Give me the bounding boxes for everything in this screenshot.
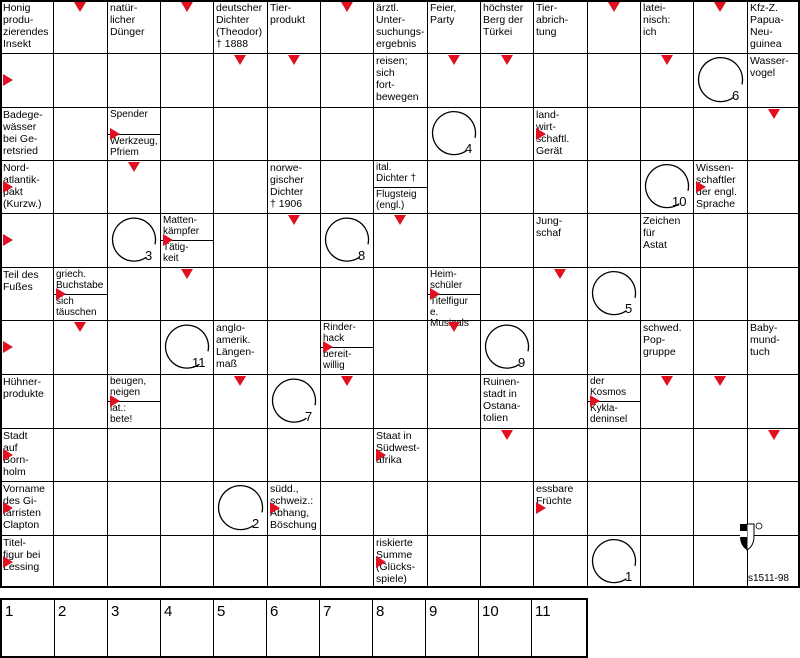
- answer-cell[interactable]: [160, 535, 213, 588]
- clue-text: Jung- schaf: [536, 215, 563, 239]
- arrow-marker: [3, 449, 13, 461]
- answer-cell[interactable]: [160, 374, 213, 428]
- answer-cell[interactable]: [640, 428, 693, 481]
- clue-text: ital. Dichter †: [376, 162, 417, 184]
- clue-text: Nord- atlantik- pakt (Kurzw.): [3, 162, 42, 210]
- clue-text: Tier- abrich- tung: [536, 2, 569, 38]
- answer-cell[interactable]: [160, 160, 213, 213]
- clue-text: sich täuschen: [56, 295, 97, 318]
- clue-text: Matten- kämpfer: [163, 215, 200, 237]
- clue-text: Ruinen- stadt in Ostana- tolien: [483, 376, 521, 424]
- arrow-marker: [270, 502, 280, 514]
- arrow-marker: [74, 322, 86, 332]
- answer-cell[interactable]: [693, 428, 747, 481]
- arrow-marker: [661, 376, 673, 386]
- answer-cell[interactable]: [53, 374, 107, 428]
- arrow-marker: [341, 2, 353, 12]
- clue-text: ärztl. Unter- suchungs- ergebnis: [376, 2, 425, 50]
- answer-cell[interactable]: [213, 535, 267, 588]
- answer-cell[interactable]: [107, 535, 160, 588]
- clue-text: Tätig- keit: [163, 242, 189, 264]
- clue-text: Tier- produkt: [270, 2, 306, 26]
- solution-cell[interactable]: 1: [2, 600, 55, 658]
- arrow-marker: [163, 234, 173, 246]
- clue-text: Stadt auf Born- holm: [3, 430, 29, 478]
- answer-cell[interactable]: [427, 160, 480, 213]
- solution-number: 6: [732, 88, 740, 103]
- arrow-marker: [341, 376, 353, 386]
- answer-cell[interactable]: [213, 160, 267, 213]
- arrow-marker: [110, 128, 120, 140]
- answer-cell[interactable]: [267, 320, 320, 374]
- solution-number: 1: [625, 569, 633, 584]
- answer-cell[interactable]: [693, 320, 747, 374]
- clue-text: lat.: bete!: [110, 403, 133, 425]
- solution-number: 10: [672, 194, 687, 209]
- answer-cell[interactable]: [53, 481, 107, 535]
- answer-cell[interactable]: [480, 107, 533, 160]
- answer-cell[interactable]: [693, 213, 747, 267]
- arrow-marker: [590, 395, 600, 407]
- answer-cell[interactable]: [587, 53, 640, 107]
- clue-text: Hühner- produkte: [3, 376, 44, 400]
- answer-cell[interactable]: [267, 107, 320, 160]
- clue-text: norwe- gischer Dichter † 1906: [270, 162, 304, 210]
- clue-text: riskierte Summe (Glücks- spiele): [376, 537, 416, 585]
- answer-cell[interactable]: [640, 535, 693, 588]
- answer-cell[interactable]: [213, 213, 267, 267]
- clue-text: beugen, neigen: [110, 376, 147, 398]
- answer-cell[interactable]: [480, 213, 533, 267]
- answer-cell[interactable]: [160, 481, 213, 535]
- solution-number: 5: [625, 301, 633, 316]
- solution-cell[interactable]: 5: [214, 600, 267, 658]
- answer-cell[interactable]: [693, 267, 747, 320]
- arrow-marker: [714, 376, 726, 386]
- arrow-marker: [74, 2, 86, 12]
- answer-cell[interactable]: [320, 107, 373, 160]
- answer-cell[interactable]: [480, 535, 533, 588]
- answer-cell[interactable]: [53, 107, 107, 160]
- clue-text: Flugsteig (engl.): [376, 188, 417, 211]
- solution-cell[interactable]: 7: [320, 600, 373, 658]
- clue-text: Werkzeug, Pfriem: [110, 135, 158, 158]
- answer-cell[interactable]: [640, 481, 693, 535]
- answer-cell[interactable]: [587, 428, 640, 481]
- answer-cell[interactable]: [533, 320, 587, 374]
- solution-number: 4: [465, 141, 473, 156]
- clue-text: latei- nisch: ich: [643, 2, 671, 38]
- answer-cell[interactable]: [533, 53, 587, 107]
- answer-cell[interactable]: [320, 481, 373, 535]
- clue-text: Spender: [110, 109, 148, 120]
- arrow-marker: [234, 55, 246, 65]
- arrow-marker: [3, 234, 13, 246]
- answer-cell[interactable]: [587, 213, 640, 267]
- arrow-marker: [714, 2, 726, 12]
- answer-cell[interactable]: [107, 320, 160, 374]
- arrow-marker: [448, 322, 460, 332]
- arrow-marker: [501, 430, 513, 440]
- clue-text: Wasser- vogel: [750, 55, 789, 79]
- arrow-marker: [430, 288, 440, 300]
- answer-cell[interactable]: [320, 53, 373, 107]
- answer-cell[interactable]: [373, 107, 427, 160]
- answer-cell[interactable]: [53, 535, 107, 588]
- solution-number: 9: [518, 355, 526, 370]
- clue-text: der Kosmos: [590, 376, 627, 398]
- answer-cell[interactable]: [53, 213, 107, 267]
- arrow-marker: [3, 341, 13, 353]
- arrow-marker: [768, 109, 780, 119]
- arrow-marker: [768, 430, 780, 440]
- arrow-marker: [376, 556, 386, 568]
- arrow-marker: [376, 449, 386, 461]
- answer-cell[interactable]: [267, 267, 320, 320]
- answer-cell[interactable]: [373, 320, 427, 374]
- answer-cell[interactable]: [480, 160, 533, 213]
- arrow-marker: [661, 55, 673, 65]
- answer-cell[interactable]: [587, 481, 640, 535]
- answer-cell[interactable]: [373, 481, 427, 535]
- answer-cell[interactable]: [640, 107, 693, 160]
- solution-number: 7: [305, 409, 313, 424]
- clue-text: Baby- mund- tuch: [750, 322, 780, 358]
- arrow-marker: [536, 502, 546, 514]
- clue-text: Vorname des Gi- tarristen Clapton: [3, 483, 46, 531]
- solution-strip: [0, 598, 588, 658]
- clue-text: Teil des Fußes: [3, 269, 39, 293]
- answer-cell[interactable]: [427, 213, 480, 267]
- answer-cell[interactable]: [213, 107, 267, 160]
- answer-cell[interactable]: [480, 481, 533, 535]
- answer-cell[interactable]: [160, 53, 213, 107]
- clue-text: natür- licher Dünger: [110, 2, 145, 38]
- answer-cell[interactable]: [213, 267, 267, 320]
- puzzle-code: s1511-98: [748, 573, 789, 584]
- clue-text: Kfz-Z. Papua- Neu- guinea: [750, 2, 784, 50]
- arrow-marker: [3, 181, 13, 193]
- answer-cell[interactable]: [320, 267, 373, 320]
- answer-cell[interactable]: [427, 428, 480, 481]
- clue-text: Titelfigur e. Musicals: [430, 295, 469, 329]
- answer-cell[interactable]: [533, 160, 587, 213]
- answer-cell[interactable]: [747, 374, 800, 428]
- clue-text: Heim- schüler: [430, 269, 463, 291]
- arrow-marker: [554, 269, 566, 279]
- solution-number: 8: [358, 248, 366, 263]
- answer-cell[interactable]: [533, 374, 587, 428]
- arrow-marker: [608, 2, 620, 12]
- solution-cell[interactable]: 2: [55, 600, 108, 658]
- clue-text: Rinder- hack: [323, 322, 356, 344]
- solution-number: 3: [145, 248, 153, 263]
- answer-cell[interactable]: [533, 428, 587, 481]
- clue-text: land- wirt- schaftl. Gerät: [536, 109, 570, 157]
- arrow-marker: [181, 269, 193, 279]
- answer-cell[interactable]: [53, 428, 107, 481]
- answer-cell[interactable]: [587, 160, 640, 213]
- answer-cell[interactable]: [107, 53, 160, 107]
- answer-cell[interactable]: [267, 535, 320, 588]
- answer-cell[interactable]: [480, 267, 533, 320]
- solution-cell[interactable]: 3: [108, 600, 161, 658]
- clue-text: reisen; sich fort- bewegen: [376, 55, 419, 103]
- clue-text: Staat in Südwest- afrika: [376, 430, 420, 466]
- arrow-marker: [536, 128, 546, 140]
- arrow-marker: [288, 215, 300, 225]
- clue-text: essbare Früchte: [536, 483, 574, 507]
- clue-text: deutscher Dichter (Theodor) † 1888: [216, 2, 263, 50]
- solution-cell[interactable]: 6: [267, 600, 320, 658]
- answer-cell[interactable]: [160, 428, 213, 481]
- arrow-marker: [394, 215, 406, 225]
- arrow-marker: [3, 502, 13, 514]
- arrow-marker: [56, 288, 66, 300]
- arrow-marker: [3, 556, 13, 568]
- solution-number: 2: [252, 516, 260, 531]
- answer-cell[interactable]: [747, 213, 800, 267]
- clue-text: Titel- figur bei Lessing: [3, 537, 41, 573]
- clue-text: Wissen- schaftler der engl. Sprache: [696, 162, 737, 210]
- answer-cell[interactable]: [160, 107, 213, 160]
- clue-text: anglo- amerik. Längen- maß: [216, 322, 255, 370]
- solution-cell[interactable]: 10: [479, 600, 532, 658]
- clue-text: Honig produ- zierendes Insekt: [3, 2, 49, 50]
- publisher-logo: [736, 522, 766, 557]
- answer-cell[interactable]: [640, 267, 693, 320]
- arrow-marker: [501, 55, 513, 65]
- clue-text: Zeichen für Astat: [643, 215, 681, 251]
- answer-cell[interactable]: [587, 107, 640, 160]
- answer-cell[interactable]: [213, 428, 267, 481]
- answer-cell[interactable]: [587, 320, 640, 374]
- answer-cell[interactable]: [107, 267, 160, 320]
- arrow-marker: [181, 2, 193, 12]
- clue-text: griech. Buchstabe: [56, 269, 104, 291]
- answer-cell[interactable]: [533, 535, 587, 588]
- answer-cell[interactable]: [427, 535, 480, 588]
- solution-cell[interactable]: 9: [426, 600, 479, 658]
- answer-cell[interactable]: [320, 160, 373, 213]
- answer-cell[interactable]: [427, 374, 480, 428]
- answer-cell[interactable]: [747, 160, 800, 213]
- clue-text: Kykla- deninsel: [590, 403, 628, 425]
- answer-cell[interactable]: [427, 481, 480, 535]
- answer-cell[interactable]: [267, 428, 320, 481]
- clue-text: Badege- wässer bei Ge- retsried: [3, 109, 43, 157]
- answer-cell[interactable]: [53, 160, 107, 213]
- answer-cell[interactable]: [747, 267, 800, 320]
- answer-cell[interactable]: [53, 53, 107, 107]
- arrow-marker: [323, 341, 333, 353]
- arrow-marker: [234, 376, 246, 386]
- arrow-marker: [3, 74, 13, 86]
- answer-cell[interactable]: [107, 481, 160, 535]
- arrow-marker: [696, 181, 706, 193]
- clue-text: Feier, Party: [430, 2, 457, 26]
- arrow-marker: [448, 55, 460, 65]
- arrow-marker: [110, 395, 120, 407]
- answer-cell[interactable]: [320, 535, 373, 588]
- answer-cell[interactable]: [107, 428, 160, 481]
- answer-cell[interactable]: [693, 107, 747, 160]
- clue-text: südd., schweiz.: Abhang, Böschung: [270, 483, 317, 531]
- clue-text: schwed. Pop- gruppe: [643, 322, 682, 358]
- arrow-marker: [288, 55, 300, 65]
- answer-cell[interactable]: [373, 374, 427, 428]
- solution-cell[interactable]: 11: [535, 603, 551, 620]
- clue-text: höchster Berg der Türkei: [483, 2, 524, 38]
- answer-cell[interactable]: [320, 428, 373, 481]
- solution-number: 11: [192, 355, 206, 370]
- solution-cell[interactable]: 8: [373, 600, 426, 658]
- answer-cell[interactable]: [373, 267, 427, 320]
- arrow-marker: [128, 162, 140, 172]
- solution-cell[interactable]: 4: [161, 600, 214, 658]
- clue-text: bereit- willig: [323, 349, 352, 371]
